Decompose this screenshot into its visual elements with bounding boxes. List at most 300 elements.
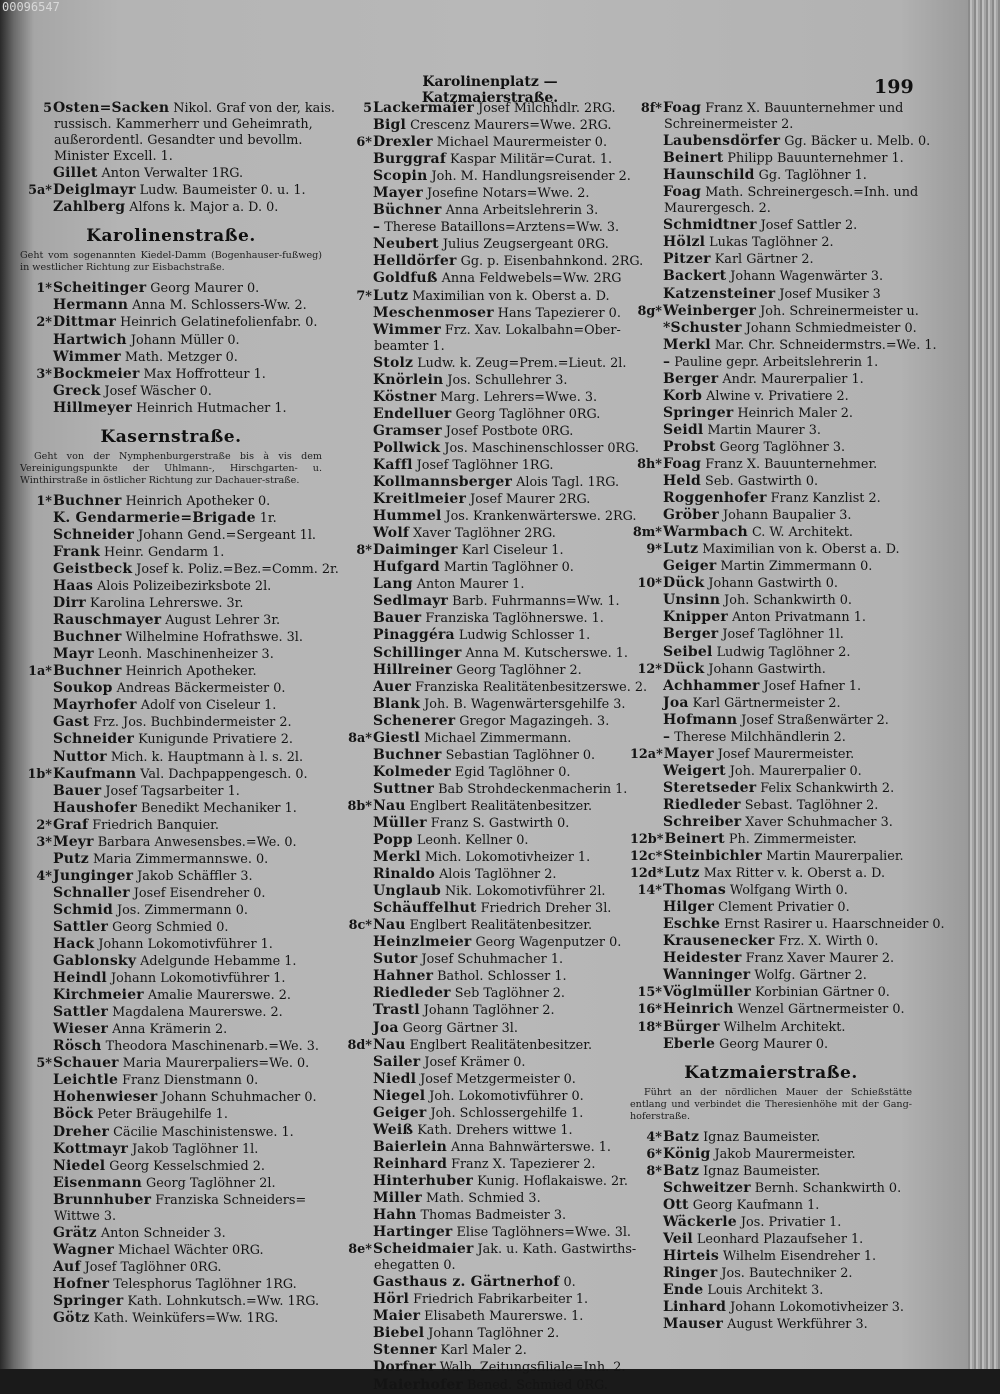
resident-surname: Scopin xyxy=(373,168,428,185)
resident-surname: Unsinn xyxy=(663,592,721,609)
directory-entry xyxy=(20,1055,322,1072)
resident-surname: Leichtle xyxy=(53,1072,119,1089)
resident-details: Josef Eisendreher 0. xyxy=(133,885,266,901)
directory-entry xyxy=(630,388,912,405)
directory-entry xyxy=(630,899,912,916)
directory-entry xyxy=(630,1129,912,1146)
resident-surname: Rösch xyxy=(53,1038,102,1055)
directory-entry xyxy=(340,542,622,559)
resident-details: Benedikt Mechaniker 1. xyxy=(140,800,297,816)
directory-entry xyxy=(20,902,322,919)
resident-details: Kath. Lohnkutsch.=Ww. 1RG. xyxy=(127,1294,320,1309)
resident-details: Karl Maler 2. xyxy=(440,1343,527,1359)
resident-surname: Weinberger xyxy=(663,302,757,319)
resident-details: Ludwig Taglöhner 2. xyxy=(716,644,851,660)
resident-surname: Schillinger xyxy=(373,644,462,661)
house-number: 5 xyxy=(43,101,52,116)
resident-details: Josef Schuhmacher 1. xyxy=(421,952,564,968)
directory-entry xyxy=(340,576,622,593)
directory-entry xyxy=(340,1002,622,1019)
directory-entry xyxy=(340,593,622,610)
resident-surname: Niedel xyxy=(53,1157,106,1174)
resident-surname: Linhard xyxy=(663,1299,727,1316)
resident-surname: Meyr xyxy=(53,833,94,850)
resident-surname: Hartinger xyxy=(373,1224,453,1241)
resident-details: Michael Maurermeister 0. xyxy=(436,135,608,151)
resident-surname: Schreiber xyxy=(663,813,742,830)
resident-details: Marg. Lehrers=Wwe. 3. xyxy=(440,389,598,405)
resident-surname: Gillet xyxy=(53,165,98,182)
directory-entry xyxy=(340,1359,626,1376)
resident-details: Josef Wäscher 0. xyxy=(104,383,212,399)
resident-surname: Drexler xyxy=(373,134,433,151)
house-number: 3* xyxy=(36,834,52,850)
resident-details: Pauline gepr. Arbeitslehrerin 1. xyxy=(674,354,879,370)
resident-surname: Sailer xyxy=(373,1053,421,1070)
directory-entry xyxy=(630,456,912,473)
house-number: 8a* xyxy=(348,730,372,746)
house-number: 5 xyxy=(363,101,372,116)
directory-entry xyxy=(340,439,639,457)
resident-surname: Mayer xyxy=(373,185,423,202)
resident-details: Martin Taglöhner 0. xyxy=(443,560,574,576)
resident-surname: Hahn xyxy=(373,1207,417,1224)
resident-surname: Springer xyxy=(53,1293,124,1309)
resident-details: Ignaz Baumeister. xyxy=(703,1163,821,1179)
directory-entry xyxy=(20,182,322,199)
directory-entry xyxy=(20,817,322,834)
house-number: 8* xyxy=(356,543,372,559)
resident-details: Friedrich Dreher 3l. xyxy=(480,901,612,917)
directory-entry xyxy=(340,270,622,287)
resident-details: Georg Kaufmann 1. xyxy=(692,1197,820,1213)
resident-details: Max Hoffrotteur 1. xyxy=(143,366,266,382)
directory-entry xyxy=(340,730,622,747)
resident-details: Ludw. Baumeister 0. u. 1. xyxy=(139,183,306,199)
resident-surname: Stolz xyxy=(373,354,414,371)
directory-entry xyxy=(630,1282,912,1299)
resident-surname: Lutz xyxy=(664,865,700,882)
street-heading: Katzmaierstraße. xyxy=(684,1062,858,1083)
directory-entry xyxy=(630,167,912,184)
resident-details: Bened. Schmied 0RG. xyxy=(467,1377,608,1393)
directory-entry xyxy=(20,383,322,400)
directory-entry xyxy=(630,592,912,609)
resident-details: Johann Müller 0. xyxy=(130,332,240,348)
resident-details: 1r. xyxy=(259,510,277,526)
resident-details: Adolf von Ciseleur 1. xyxy=(140,698,277,714)
resident-details: Walb. Zeitungsfiliale=Inh. 2. xyxy=(439,1360,626,1376)
directory-entry xyxy=(630,319,917,337)
resident-surname: Knipper xyxy=(663,609,728,626)
resident-details: Franz Kanzlist 2. xyxy=(770,491,881,507)
directory-entry xyxy=(630,626,912,643)
resident-details: Korbinian Gärtner 0. xyxy=(754,985,890,1001)
directory-entry xyxy=(20,1072,322,1089)
resident-surname: Hofner xyxy=(53,1275,110,1292)
resident-details: Kunig. Hoflakaiswe. 2r. xyxy=(477,1173,628,1189)
directory-entry xyxy=(20,280,322,297)
resident-details: Wolfg. Gärtner 2. xyxy=(754,968,867,984)
resident-surname: Geiger xyxy=(373,1104,427,1121)
house-number: 8* xyxy=(646,1163,662,1179)
resident-surname: Bauer xyxy=(53,782,102,799)
directory-entry xyxy=(630,848,912,865)
resident-surname: Gablonsky xyxy=(53,953,137,970)
resident-surname: Gröber xyxy=(663,507,719,524)
resident-details: Martin Maurerpalier. xyxy=(766,849,904,865)
directory-entry xyxy=(630,1231,912,1248)
resident-surname: Kaffl xyxy=(373,456,413,473)
resident-details: Ludw. k. Zeug=Prem.=Lieut. 2l. xyxy=(417,355,627,371)
house-number: 2* xyxy=(36,817,52,833)
resident-surname: Endelluer xyxy=(373,405,452,422)
directory-entry xyxy=(340,764,622,781)
entry-continuation: ehegatten 0. xyxy=(374,1258,456,1274)
resident-surname: Hinterhuber xyxy=(373,1172,474,1189)
resident-surname: Zahlberg xyxy=(53,199,126,216)
directory-entry xyxy=(340,644,628,662)
resident-surname: Dorfner xyxy=(373,1359,436,1376)
directory-entry xyxy=(20,297,322,314)
directory-entry xyxy=(340,219,622,236)
resident-details: Anna Krämerin 2. xyxy=(112,1022,228,1038)
directory-entry xyxy=(340,985,622,1002)
resident-surname: Batz xyxy=(663,1128,700,1145)
resident-surname: Wäckerle xyxy=(663,1213,737,1230)
house-number: 8g* xyxy=(637,303,662,319)
directory-entry xyxy=(20,1141,322,1158)
directory-entry xyxy=(20,100,335,117)
resident-details: Gg. p. Eisenbahnkond. 2RG. xyxy=(460,254,644,270)
directory-entry xyxy=(20,510,322,527)
directory-entry xyxy=(340,1241,637,1258)
resident-details: Ludwig Schlosser 1. xyxy=(458,628,591,644)
resident-surname: Bigl xyxy=(373,117,407,134)
resident-surname: Frank xyxy=(53,543,101,560)
resident-surname: Mayrhofer xyxy=(53,697,137,714)
resident-details: Alfons k. Major a. D. 0. xyxy=(129,200,279,216)
directory-entry xyxy=(630,1019,912,1036)
resident-details: Kaspar Militär=Curat. 1. xyxy=(450,152,613,168)
resident-surname: *Schuster xyxy=(663,319,742,336)
resident-surname: Batz xyxy=(663,1162,700,1179)
resident-details: Josef Milchhdlr. 2RG. xyxy=(478,101,616,116)
resident-details: Anton Verwalter 1RG. xyxy=(101,166,244,182)
directory-entry xyxy=(630,473,912,490)
directory-entry xyxy=(20,544,322,561)
directory-entry xyxy=(340,713,622,730)
directory-entry xyxy=(340,747,622,764)
resident-surname: Eberle xyxy=(663,1035,716,1052)
resident-surname: Buchner xyxy=(53,663,122,680)
directory-entry xyxy=(630,933,912,950)
resident-details: Karolina Lehrerswe. 3r. xyxy=(90,596,244,612)
house-number: 1* xyxy=(36,493,52,509)
resident-surname: Merkl xyxy=(663,336,711,353)
resident-details: Alois Taglöhner 2. xyxy=(439,867,557,883)
resident-details: Englbert Realitätenbesitzer. xyxy=(409,798,593,814)
house-number: 2* xyxy=(36,315,52,331)
resident-details: Franz Xaver Maurer 2. xyxy=(745,951,895,967)
resident-surname: Hilger xyxy=(663,899,715,916)
directory-entry xyxy=(340,695,626,713)
resident-surname: Weigert xyxy=(663,762,726,779)
directory-entry xyxy=(20,165,322,182)
resident-surname: Vöglmüller xyxy=(663,984,751,1001)
resident-surname: Kreitlmeier xyxy=(373,491,467,508)
directory-entry xyxy=(340,1377,622,1394)
resident-surname: Katzensteiner xyxy=(663,285,776,302)
resident-surname: Veil xyxy=(663,1230,693,1247)
directory-entry xyxy=(340,168,631,185)
book-page-edges xyxy=(968,0,1000,1369)
directory-entry xyxy=(340,610,622,627)
directory-entry xyxy=(340,525,622,542)
directory-entry xyxy=(630,746,912,763)
resident-details: Anna Bahnwärterswe. 1. xyxy=(451,1139,611,1155)
resident-surname: Hummel xyxy=(373,508,442,525)
resident-details: Georg Wagenputzer 0. xyxy=(475,935,622,951)
resident-details: Sebast. Taglöhner 2. xyxy=(744,797,879,813)
resident-surname: Wimmer xyxy=(53,348,121,365)
resident-details: Andreas Bäckermeister 0. xyxy=(116,681,286,697)
directory-entry xyxy=(340,1122,622,1139)
directory-entry xyxy=(340,117,622,134)
resident-details: Math. Schmied 3. xyxy=(425,1191,541,1206)
directory-entry xyxy=(630,1036,912,1053)
directory-entry xyxy=(20,314,322,331)
directory-entry xyxy=(20,1192,322,1209)
resident-surname: Bürger xyxy=(663,1018,720,1035)
resident-details: Elisabeth Maurerswe. 1. xyxy=(424,1309,584,1325)
directory-entry xyxy=(630,763,912,780)
directory-entry xyxy=(630,1180,912,1197)
resident-details: Johann Lokomotivführer 1. xyxy=(110,971,286,987)
resident-details: Johann Gastwirth. xyxy=(708,661,826,677)
resident-surname: Laubensdörfer xyxy=(663,133,781,150)
resident-details: Englbert Realitätenbesitzer. xyxy=(409,918,593,934)
resident-details: Josef Maurermeister. xyxy=(717,746,855,762)
resident-surname: Probst xyxy=(663,438,716,455)
entry-continuation: beamter 1. xyxy=(374,338,445,354)
resident-details: Barbara Anwesensbes.=We. 0. xyxy=(97,834,297,850)
resident-details: Ph. Zimmermeister. xyxy=(728,832,857,848)
scan-id-label: 00096547 xyxy=(2,0,60,14)
resident-details: Math. Metzger 0. xyxy=(124,349,238,365)
directory-entry xyxy=(20,1089,322,1106)
resident-surname: Greck xyxy=(53,382,101,399)
resident-details: Anna Feldwebels=Ww. 2RG xyxy=(441,271,622,287)
resident-surname: Korb xyxy=(663,387,703,404)
resident-surname: Kirchmeier xyxy=(53,987,144,1004)
directory-entry xyxy=(340,1342,622,1359)
resident-details: Jakob Schäffler 3. xyxy=(137,868,253,884)
resident-surname: Pollwick xyxy=(373,439,441,456)
directory-entry xyxy=(20,697,322,714)
resident-surname: Nau xyxy=(373,1036,406,1053)
resident-details: Anna M. Kutscherswe. 1. xyxy=(465,645,628,661)
resident-details: Gg. Bäcker u. Melb. 0. xyxy=(784,134,931,150)
resident-details: Franz X. Tapezierer 2. xyxy=(451,1156,596,1172)
directory-entry xyxy=(20,987,322,1004)
directory-entry xyxy=(340,678,648,696)
resident-surname: Meschenmoser xyxy=(373,304,494,321)
resident-details: Franziska Schneiders= xyxy=(155,1192,307,1208)
directory-entry xyxy=(20,629,322,646)
resident-details: Cäcilie Maschinistenswe. 1. xyxy=(113,1124,294,1140)
street-heading: Karolinenstraße. xyxy=(86,226,256,247)
resident-details: Georg Taglöhner 0RG. xyxy=(455,406,601,422)
resident-details: Alois Polizeibezirksbote 2l. xyxy=(97,579,272,595)
resident-details: Kath. Weinküfers=Ww. 1RG. xyxy=(93,1311,279,1327)
resident-surname: – xyxy=(663,728,671,745)
resident-details: Leonh. Maschinenheizer 3. xyxy=(97,647,274,663)
resident-details: Johann Gastwirth 0. xyxy=(708,576,839,592)
resident-details: Heinrich Apotheker 0. xyxy=(125,493,271,509)
resident-surname: Trastl xyxy=(373,1002,420,1019)
directory-entry xyxy=(630,1316,912,1333)
resident-details: Jakob Maurermeister. xyxy=(714,1146,856,1162)
directory-entry xyxy=(340,423,622,440)
resident-details: Heinr. Gendarm 1. xyxy=(104,544,225,560)
resident-details: Anton Schneider 3. xyxy=(100,1225,226,1241)
directory-entry xyxy=(340,815,622,832)
directory-entry xyxy=(20,714,322,731)
directory-entry xyxy=(340,134,622,151)
directory-entry xyxy=(340,474,622,491)
directory-entry xyxy=(630,507,912,524)
resident-details: Jakob Taglöhner 1l. xyxy=(132,1141,259,1157)
resident-surname: Sutor xyxy=(373,951,418,968)
resident-surname: Roggenhofer xyxy=(663,490,767,507)
resident-details: Frz. Xav. Lokalbahn=Ober- xyxy=(444,322,621,338)
resident-details: Josefine Notars=Wwe. 2. xyxy=(427,186,590,202)
directory-entry xyxy=(340,1054,622,1071)
resident-surname: Götz xyxy=(53,1310,90,1327)
resident-details: Johann Schmiedmeister 0. xyxy=(745,320,917,336)
resident-surname: Schneider xyxy=(53,731,135,748)
resident-details: Georg Maurer 0. xyxy=(719,1036,829,1052)
directory-entry xyxy=(630,1265,912,1282)
resident-surname: Steretseder xyxy=(663,779,757,796)
directory-entry xyxy=(630,268,912,285)
resident-details: Jos. Privatier 1. xyxy=(740,1214,842,1230)
resident-details: Josef Taglöhner 0RG. xyxy=(84,1259,222,1275)
resident-surname: Suttner xyxy=(373,780,435,797)
directory-entry xyxy=(340,900,622,917)
directory-entry xyxy=(340,1291,622,1308)
resident-details: Gregor Magazingeh. 3. xyxy=(459,713,610,729)
directory-entry xyxy=(630,490,912,507)
directory-entry xyxy=(630,1299,912,1316)
house-number: 16* xyxy=(637,1002,662,1018)
directory-entry xyxy=(20,731,322,748)
resident-details: Heinrich Gelatinefolienfabr. 0. xyxy=(120,315,318,331)
house-number: 8m* xyxy=(632,525,662,541)
directory-entry xyxy=(340,457,622,474)
directory-entry xyxy=(630,1214,912,1231)
resident-surname: Hermann xyxy=(53,297,129,314)
directory-column-1 xyxy=(20,100,339,1327)
resident-surname: Geiger xyxy=(663,558,717,575)
resident-surname: Beinert xyxy=(664,831,725,848)
resident-surname: Heidester xyxy=(663,950,742,967)
resident-surname: Hohenwieser xyxy=(53,1089,158,1106)
directory-entry xyxy=(630,286,912,303)
house-number: 12b* xyxy=(630,832,664,848)
resident-surname: Bockmeier xyxy=(53,365,140,382)
resident-surname: Grätz xyxy=(53,1224,97,1241)
resident-details: Franziska Realitätenbesitzerswe. 2. xyxy=(415,679,648,695)
resident-details: Georg Taglöhner 2l. xyxy=(146,1175,276,1191)
resident-details: Heinrich Maler 2. xyxy=(737,405,854,421)
resident-details: Georg Schmied 0. xyxy=(112,919,229,935)
entry-continuation: russisch. Kammerherr und Geheimrath, xyxy=(54,117,313,133)
directory-entry xyxy=(630,234,912,251)
resident-surname: Kottmayr xyxy=(53,1140,129,1157)
resident-details: Jos. Bautechniker 2. xyxy=(721,1266,853,1282)
resident-details: Josef Sattler 2. xyxy=(760,218,858,234)
resident-surname: Foag xyxy=(663,455,702,472)
resident-surname: Schenerer xyxy=(373,712,456,729)
resident-details: Seb. Gastwirth 0. xyxy=(705,474,819,490)
resident-surname: Soukop xyxy=(53,680,113,697)
resident-details: Karl Gärtnermeister 2. xyxy=(692,695,841,711)
resident-surname: Köstner xyxy=(373,388,437,405)
resident-details: Alois Tagl. 1RG. xyxy=(516,475,620,491)
house-number: 12a* xyxy=(630,746,663,762)
resident-surname: Held xyxy=(663,473,702,490)
resident-details: Martin Zimmermann 0. xyxy=(720,559,873,575)
resident-details: Josef Taglöhner 1RG. xyxy=(416,457,554,473)
resident-surname: Backert xyxy=(663,268,727,285)
resident-surname: Rauschmayer xyxy=(53,612,162,629)
resident-details: August Werkführer 3. xyxy=(727,1317,868,1333)
resident-surname: Scheidmaier xyxy=(373,1241,474,1258)
directory-entry xyxy=(630,217,912,234)
directory-entry xyxy=(340,1207,622,1224)
resident-details: Bathol. Schlosser 1. xyxy=(437,969,567,985)
house-number: 8c* xyxy=(348,918,372,934)
resident-details: Joh. B. Wagenwärtersgehilfe 3. xyxy=(424,696,626,712)
directory-entry xyxy=(340,185,622,202)
resident-details: Max Ritter v. k. Oberst a. D. xyxy=(703,866,886,882)
directory-entry xyxy=(20,919,322,936)
directory-entry xyxy=(340,372,622,389)
directory-entry xyxy=(20,1124,322,1141)
resident-surname: Mauser xyxy=(663,1316,724,1333)
resident-details: Franziska Taglöhnerswe. 1. xyxy=(425,611,604,627)
resident-details: Therese Bataillons=Arztens=Ww. 3. xyxy=(384,220,620,236)
resident-details: Maria Zimmermannswe. 0. xyxy=(92,851,269,867)
resident-details: Julius Zeugsergeant 0RG. xyxy=(442,237,609,253)
directory-entry xyxy=(340,253,644,270)
resident-details: Sebastian Taglöhner 0. xyxy=(445,747,596,763)
resident-surname: Schnaller xyxy=(53,884,130,901)
resident-surname: Krausenecker xyxy=(663,933,775,950)
directory-entry xyxy=(20,885,322,902)
resident-details: Ernst Rasirer u. Haarschneider 0. xyxy=(724,917,945,933)
resident-surname: Warmbach xyxy=(663,524,748,541)
directory-entry xyxy=(630,133,931,150)
directory-entry xyxy=(340,780,628,798)
directory-entry xyxy=(340,354,627,372)
resident-details: Georg Kesselschmied 2. xyxy=(109,1158,265,1174)
directory-entry xyxy=(20,612,322,629)
directory-entry xyxy=(20,851,322,868)
resident-surname: Weiß xyxy=(373,1121,414,1138)
